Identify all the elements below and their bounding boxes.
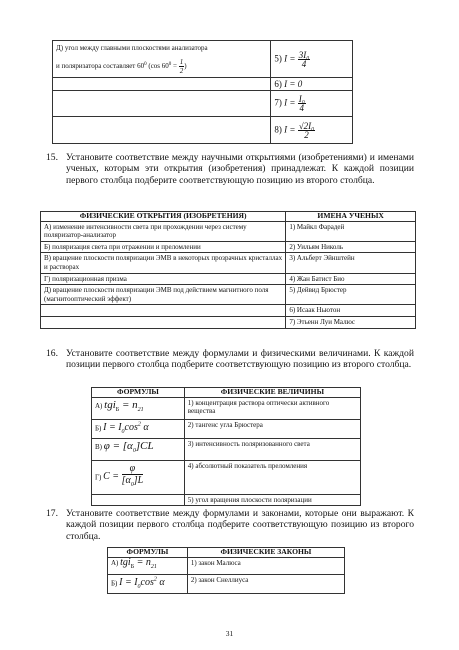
formula-8-num: 8) (274, 124, 282, 135)
top-row-1-close: ) (184, 61, 187, 70)
q17-formula-b (108, 574, 188, 593)
top-row-1-eq: = (171, 61, 179, 70)
q17-header-right: ФИЗИЧЕСКИЕ ЗАКОНЫ (187, 548, 344, 558)
formula-7-frac-num: I₀ (298, 94, 305, 104)
question-16-number: 16. (46, 348, 58, 359)
top-formula-7 (271, 91, 353, 117)
q15-row-c-left: В) вращение плоскости поляризации ЭМВ в некоторых прозрачных кристаллах и растворах (41, 253, 286, 273)
q17-formula-a-math: $tgi_Б = n_{21}$ (120, 557, 157, 571)
formula-5-lhs: I = (284, 53, 296, 64)
q17-formula-a (108, 557, 188, 574)
q17-label-a: А) (111, 559, 119, 568)
q17-table (107, 547, 345, 594)
q16-value-5: 5) угол вращения плоскости поляризации (184, 494, 360, 506)
q15-row-d-right: 4) Жан Батист Био (286, 273, 416, 285)
q16-header-left: ФОРМУЛЫ (92, 388, 185, 398)
half-den: 2 (179, 66, 184, 75)
q15-row-6-left (41, 305, 286, 317)
top-formula-8 (271, 117, 353, 144)
q15-row-e-right: 5) Дейвид Брюстер (286, 285, 416, 305)
question-17 (46, 508, 414, 542)
question-17-text: Установите соответствие между формулами и законами, которые они выражают. К каждой позиции первого столбца подберите соответствующую позицию из второго столбца. (66, 508, 414, 542)
formula-7-frac-den: 4 (299, 103, 305, 113)
top-row-1-line1: Д) угол между главными плоскостями анализатора (56, 44, 208, 52)
q16-value-4: 4) абсолютный показатель преломления (184, 460, 360, 494)
q15-row-a-right: 1) Майкл Фарадей (286, 221, 416, 241)
formula-5-frac-den: 4 (301, 58, 307, 69)
formula-5-num: 5) (274, 53, 282, 64)
q16-value-3: 3) интенсивность поляризованного света (184, 438, 360, 460)
question-16-text: Установите соответствие между формулами и физическими величинами. К каждой позиции первого столбца подберите соответствующую позицию из второго столбца. (66, 348, 414, 371)
formula-8-frac-den: 2 (304, 129, 309, 140)
top-table (52, 40, 353, 144)
top-row-1-text2: и поляризатора составляет 60 (56, 61, 145, 70)
half-num: 1 (179, 57, 184, 66)
q17-value-1: 1) закон Малюса (187, 557, 344, 574)
top-row-1-left (53, 41, 271, 78)
q16-label-c: В) (95, 443, 102, 452)
q15-row-7-left (41, 316, 286, 328)
q17-label-b: Б) (111, 578, 118, 587)
formula-6-num: 6) (274, 79, 282, 89)
formula-8-frac (298, 122, 316, 139)
formula-5-frac-num: 3I₀ (298, 49, 310, 60)
q16-table (91, 387, 361, 506)
q15-header-right: ИМЕНА УЧЕНЫХ (286, 212, 416, 222)
question-15-text: Установите соответствие между научными открытиями (изобретениями) и именами ученых, которым эти открытия (изобретения) принадлежат. К каждой позиции первого столбца подберите соответствующую позицию из второго столбца. (66, 152, 414, 186)
q15-row-c-right: 3) Альберт Эйнштейн (286, 253, 416, 273)
formula-5-frac (298, 51, 311, 68)
q15-row-b-left: Б) поляризация света при отражении и преломлении (41, 241, 286, 253)
q15-row-a-left: А) изменение интенсивности света при прохождении через систему поляризатор-анализатор (41, 221, 286, 241)
formula-8-lhs: I = (284, 124, 296, 135)
q16-formula-b (92, 419, 185, 438)
q16-label-b: Б) (95, 423, 102, 432)
q17-value-2: 2) закон Снеллиуса (187, 574, 344, 593)
q15-row-b-right: 2) Уильям Николь (286, 241, 416, 253)
formula-7-num: 7) (274, 97, 282, 108)
q15-row-d-left: Г) поляризационная призма (41, 273, 286, 285)
q16-formula-b-math: $I = I_0\cos^2$ α (103, 421, 149, 435)
page-number: 31 (225, 629, 234, 638)
top-row-2-left (53, 78, 271, 91)
q15-row-7-right: 7) Этьенн Луи Малюс (286, 316, 416, 328)
q16-formula-a-math: $tgi_Б = n_{21}$ (104, 399, 144, 414)
top-row-1-line2: и поляризатора составляет $60^0$ (cos $60^0$ = $\frac{1}{2}$ ) (56, 57, 187, 75)
formula-7-lhs: I = (284, 97, 296, 108)
top-formula-5 (271, 41, 353, 78)
q16-value-2: 2) тангенс угла Брюстера (184, 419, 360, 438)
question-15 (46, 152, 414, 186)
q16-formula-a (92, 397, 185, 419)
q16-empty-cell (92, 494, 185, 506)
q16-formula-d-math: C = $\frac{\varphi}{[\alpha_0]L}$ (103, 463, 144, 489)
question-15-number: 15. (46, 152, 58, 163)
q16-formula-c-math: $\varphi = [\alpha_0]CL$ (103, 440, 154, 455)
top-row-1-cos: (cos 60 (148, 61, 169, 70)
q15-table (40, 211, 416, 329)
q15-row-6-right: 6) Исаак Ньютон (286, 305, 416, 317)
formula-6-lhs: I = 0 (284, 79, 303, 89)
q15-header-left: ФИЗИЧЕСКИЕ ОТКРЫТИЯ (ИЗОБРЕТЕНИЯ) (41, 212, 286, 222)
q16-formula-c (92, 438, 185, 460)
q17-formula-b-math: $I = I_0\cos^2$ α (119, 576, 165, 590)
formula-7-frac (298, 95, 306, 112)
q16-label-d: Г) (95, 473, 102, 482)
top-formula-6 (271, 78, 353, 91)
question-16 (46, 348, 414, 371)
top-row-3-left (53, 91, 271, 117)
question-17-number: 17. (46, 508, 58, 519)
q17-header-left: ФОРМУЛЫ (108, 548, 188, 558)
top-row-4-left (53, 117, 271, 144)
q16-value-1: 1) концентрация раствора оптически активного вещества (184, 397, 360, 419)
q15-row-e-left: Д) вращение плоскости поляризации ЭМВ под действием магнитного поля (магнитооптический эффект) (41, 285, 286, 305)
q16-formula-d (92, 460, 185, 494)
q16-label-a: А) (95, 402, 103, 411)
formula-8-frac-num: √2I₀ (298, 120, 315, 131)
q16-header-right: ФИЗИЧЕСКИЕ ВЕЛИЧИНЫ (184, 388, 360, 398)
